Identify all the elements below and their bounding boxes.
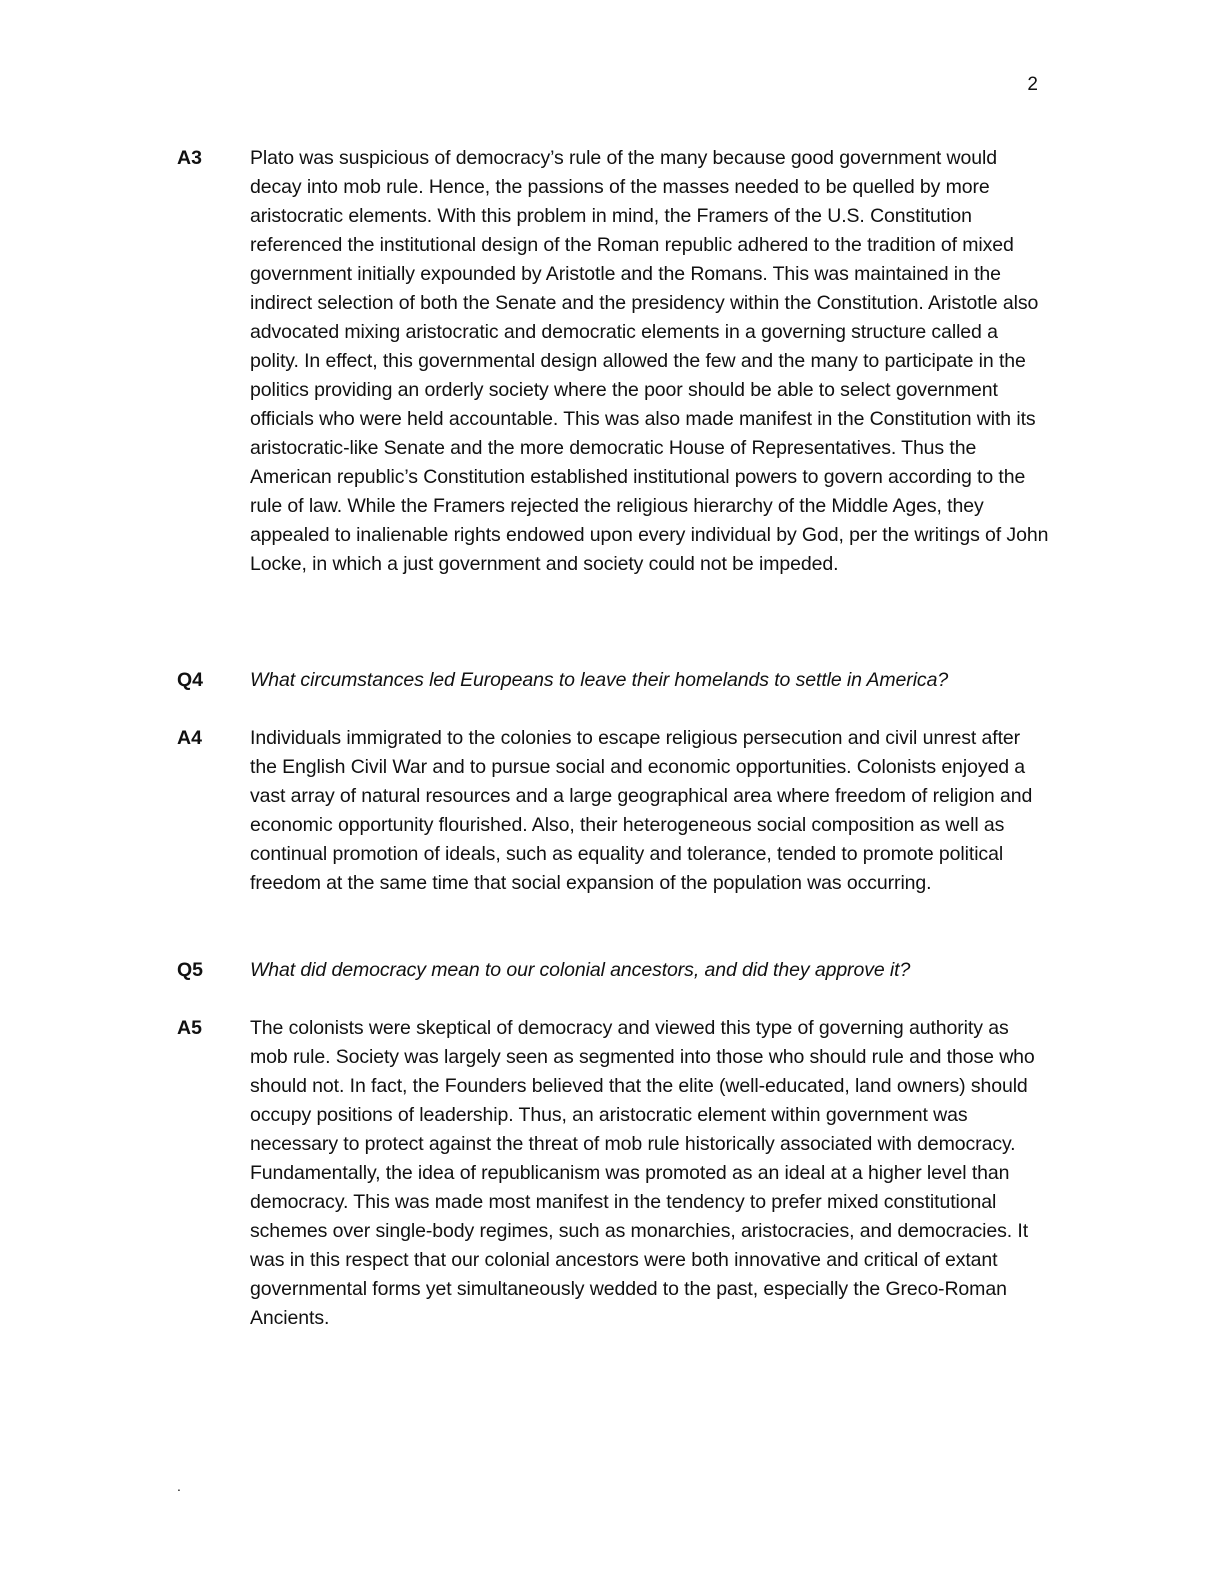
entry-label: Q4 (177, 669, 204, 691)
answer-text: The colonists were skeptical of democracy and viewed this type of governing authority as mob rule. Society was largely seen as segmented into those who should rule and those who should not. In fact, the Founders believed that the elite (well-educated, land owners) should occupy positions of leadership. Thus, an aristocratic element within government was necessary to protect against the threat of mob rule historically associated with democracy. Fundamentally, the idea of republicanism was promoted as an ideal at a higher level than democracy. This was made most manifest in the tendency to prefer mixed constitutional schemes over single-body regimes, such as monarchies, aristocracies, and democracies. It was in this respect that our colonial ancestors were both innovative and critical of extant governmental forms yet simultaneously wedded to the past, especially the Greco-Roman Ancients. (250, 1017, 1035, 1329)
entry-label: A4 (177, 727, 202, 749)
question-text: What did democracy mean to our colonial ancestors, and did they approve it? (250, 959, 911, 981)
answer-text: Plato was suspicious of democracy’s rule of the many because good government would decay into mob rule. Hence, the passions of the masses needed to be quelled by more aristocratic elements. With this problem in mind, the Framers of the U.S. Constitution referenced the institutional design of the Roman republic adhered to the tradition of mixed government initially expounded by Aristotle and the Romans. This was maintained in the indirect selection of both the Senate and the presidency within the Constitution. Aristotle also advocated mixing aristocratic and democratic elements in a governing structure called a polity. In effect, this governmental design allowed the few and the many to participate in the politics providing an orderly society where the poor should be able to select government officials who were held accountable. This was also made manifest in the Constitution with its aristocratic-like Senate and the more democratic House of Representatives. Thus the American republic’s Constitution established institutional powers to govern according to the rule of law. While the Framers rejected the religious hierarchy of the Middle Ages, they appealed to inalienable rights endowed upon every individual by God, per the writings of John Locke, in which a just government and society could not be impeded. (250, 147, 1049, 575)
answer-text: Individuals immigrated to the colonies to escape religious persecution and civil unrest after the English Civil War and to pursue social and economic opportunities. Colonists enjoyed a vast array of natural resources and a large geographical area where freedom of religion and economic opportunity flourished. Also, their heterogeneous social composition as well as continual promotion of ideals, such as equality and tolerance, tended to promote political freedom at the same time that social expansion of the population was occurring. (250, 727, 1033, 894)
entry-label: A3 (177, 147, 202, 169)
page-number: 2 (1027, 74, 1038, 95)
trailing-mark: . (177, 1478, 181, 1494)
question-text: What circumstances led Europeans to leave their homelands to settle in America? (250, 669, 949, 691)
entry-label: A5 (177, 1017, 202, 1039)
entry-label: Q5 (177, 959, 204, 981)
